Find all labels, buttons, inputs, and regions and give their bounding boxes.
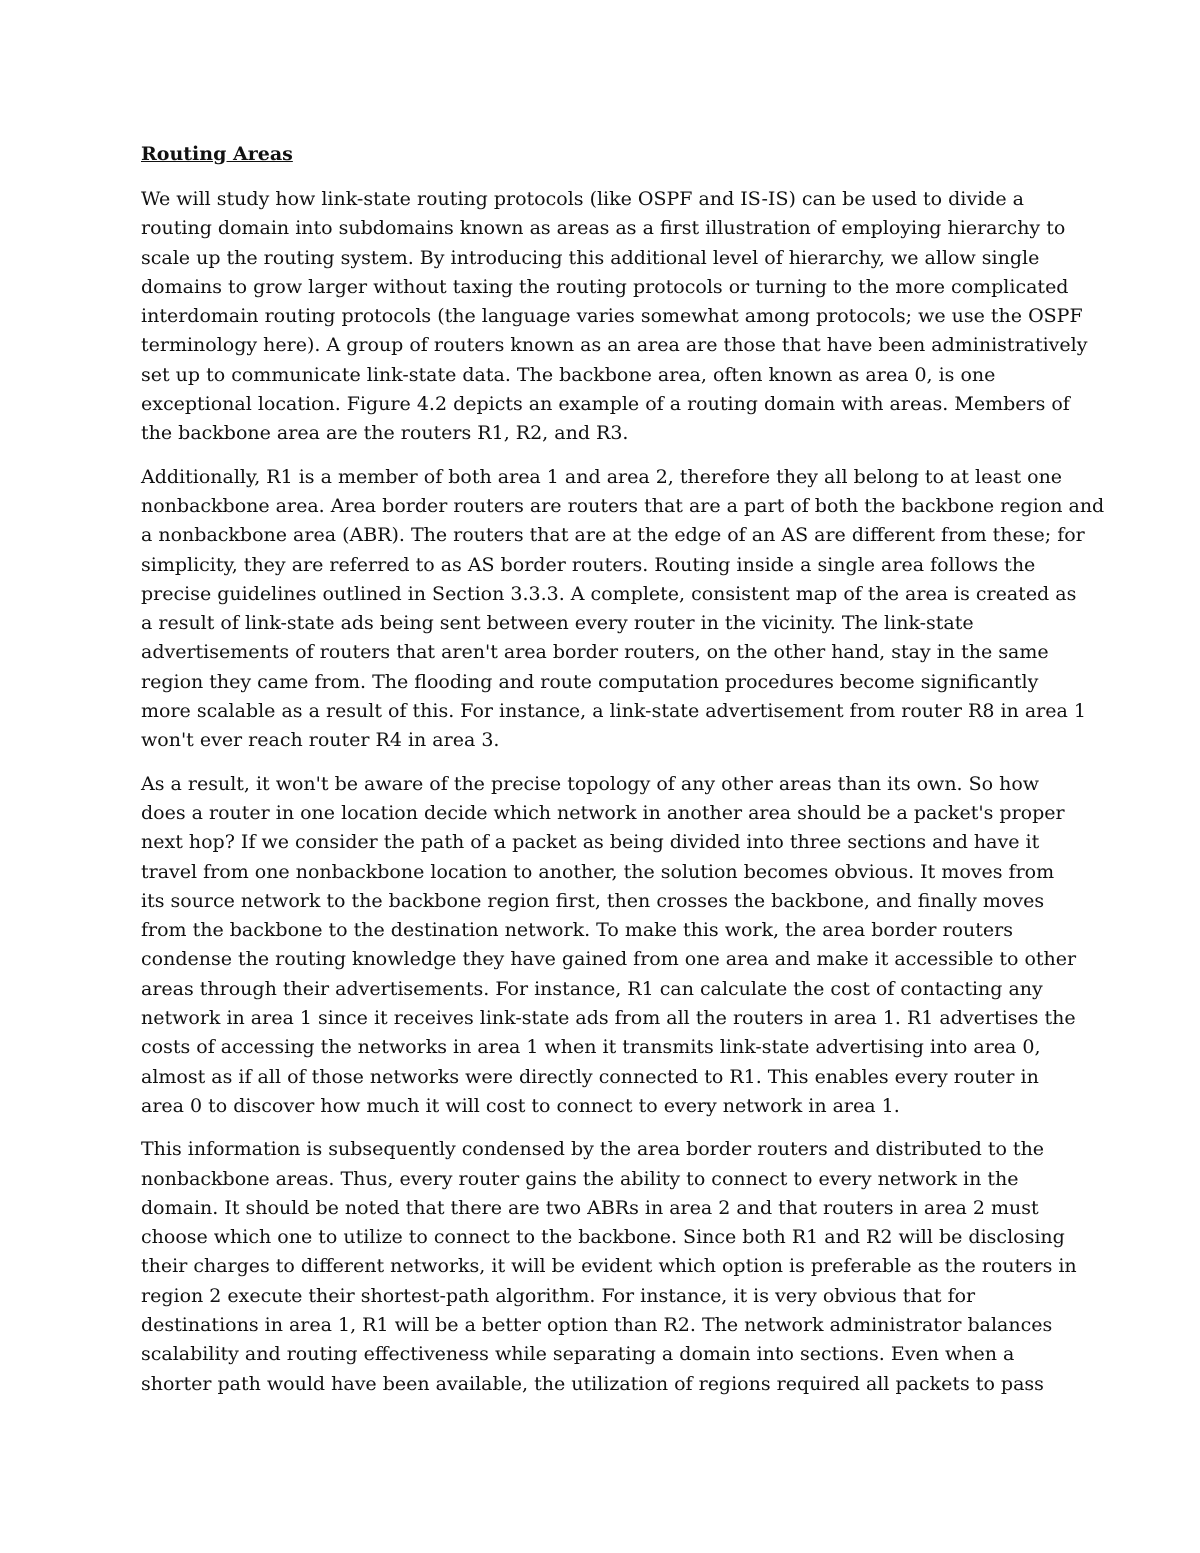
text-line: next hop? If we consider the path of a packet as being divided into three sections and have it: [141, 831, 1040, 854]
text-line: from the backbone to the destination network. To make this work, the area border routers: [141, 919, 1013, 942]
text-line: a result of link-state ads being sent between every router in the vicinity. The link-state: [141, 612, 974, 635]
text-line: condense the routing knowledge they have gained from one area and make it accessible to other: [141, 948, 1077, 971]
text-line: We will study how link-state routing protocols (like OSPF and IS-IS) can be used to divide a: [141, 188, 1024, 210]
text-line: simplicity, they are referred to as AS border routers. Routing inside a single area follows the: [141, 553, 1036, 576]
text-line: choose which one to utilize to connect to the backbone. Since both R1 and R2 will be disclosing: [141, 1226, 1065, 1249]
text-line: costs of accessing the networks in area 1 when it transmits link-state advertising into area 0,: [141, 1036, 1041, 1059]
document-title: Routing Areas: [141, 143, 293, 165]
text-line: nonbackbone areas. Thus, every router gains the ability to connect to every network in the: [141, 1167, 1019, 1190]
text-line: more scalable as a result of this. For instance, a link-state advertisement from router R8 in area 1: [141, 700, 1086, 723]
text-line: This information is subsequently condensed by the area border routers and distributed to the: [141, 1138, 1045, 1161]
text-line: scale up the routing system. By introducing this additional level of hierarchy, we allow single: [141, 246, 1040, 269]
document-page: [141, 140, 1105, 1413]
text-line: set up to communicate link-state data. The backbone area, often known as area 0, is one: [141, 363, 996, 386]
text-line: terminology here). A group of routers known as an area are those that have been administratively: [141, 334, 1088, 357]
text-line: its source network to the backbone region first, then crosses the backbone, and finally moves: [141, 889, 1045, 912]
text-line: shorter path would have been available, the utilization of regions required all packets to pass: [141, 1372, 1044, 1395]
text-line: scalability and routing effectiveness while separating a domain into sections. Even when a: [141, 1343, 1015, 1366]
paragraph-2: [141, 463, 1105, 756]
text-line: network in area 1 since it receives link-state ads from all the routers in area 1. R1 advertises the: [141, 1007, 1076, 1030]
text-line: domains to grow larger without taxing the routing protocols or turning to the more complicated: [141, 275, 1069, 298]
text-line: precise guidelines outlined in Section 3.3.3. A complete, consistent map of the area is created as: [141, 582, 1077, 605]
text-line: travel from one nonbackbone location to another, the solution becomes obvious. It moves from: [141, 860, 1055, 883]
text-line: does a router in one location decide which network in another area should be a packet's proper: [141, 801, 1065, 824]
text-line: exceptional location. Figure 4.2 depicts an example of a routing domain with areas. Members of: [141, 393, 1070, 416]
text-line: As a result, it won't be aware of the precise topology of any other areas than its own. So how: [141, 772, 1040, 795]
text-line: Additionally, R1 is a member of both area 1 and area 2, therefore they all belong to at least one: [141, 465, 1063, 488]
text-line: area 0 to discover how much it will cost to connect to every network in area 1.: [141, 1094, 900, 1117]
text-line: the backbone area are the routers R1, R2, and R3.: [141, 422, 629, 445]
paragraph-3: [141, 770, 1077, 1122]
text-line: nonbackbone area. Area border routers are routers that are a part of both the backbone region and: [141, 494, 1105, 517]
text-line: almost as if all of those networks were directly connected to R1. This enables every router in: [141, 1065, 1039, 1088]
text-line: won't ever reach router R4 in area 3.: [141, 729, 500, 752]
text-line: their charges to different networks, it will be evident which option is preferable as the routers in: [141, 1255, 1077, 1278]
paragraph-1: [141, 185, 1088, 449]
text-line: advertisements of routers that aren't area border routers, on the other hand, stay in the same: [141, 641, 1049, 664]
text-line: interdomain routing protocols (the language varies somewhat among protocols; we use the OSPF: [141, 305, 1083, 328]
text-line: region 2 execute their shortest-path algorithm. For instance, it is very obvious that for: [141, 1284, 976, 1307]
text-line: areas through their advertisements. For instance, R1 can calculate the cost of contacting any: [141, 977, 1043, 1000]
paragraph-4: [141, 1135, 1077, 1399]
text-line: region they came from. The flooding and route computation procedures become significantly: [141, 670, 1039, 693]
text-line: a nonbackbone area (ABR). The routers that are at the edge of an AS are different from these; for: [141, 524, 1085, 547]
text-line: routing domain into subdomains known as areas as a first illustration of employing hierarchy to: [141, 217, 1066, 240]
document-body: [141, 185, 1105, 1399]
text-line: domain. It should be noted that there are two ABRs in area 2 and that routers in area 2 must: [141, 1196, 1039, 1219]
text-line: destinations in area 1, R1 will be a better option than R2. The network administrator balances: [141, 1313, 1053, 1336]
